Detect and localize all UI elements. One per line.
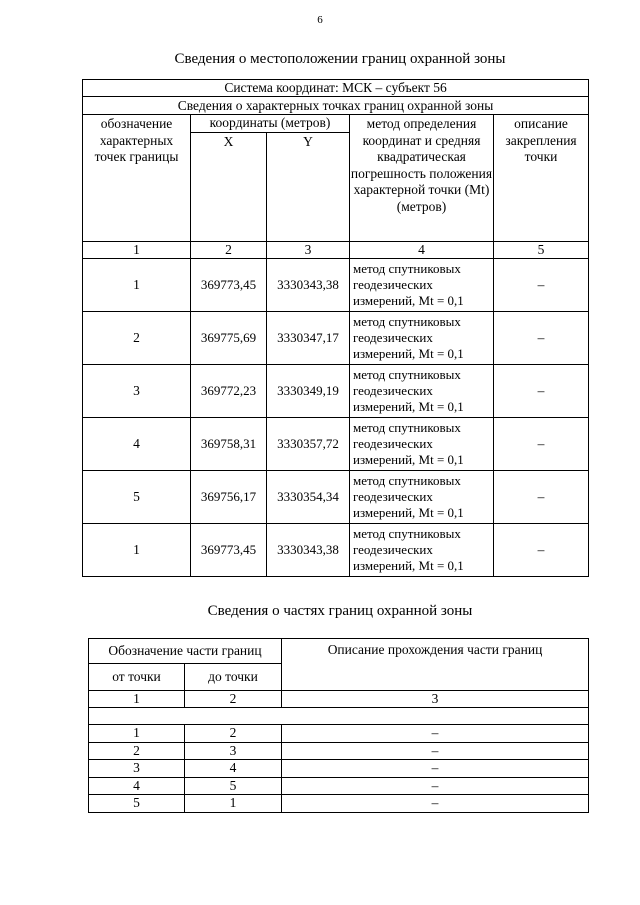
col-coords-header: координаты (метров): [191, 115, 350, 132]
table-row: [89, 725, 589, 742]
col-method-header: метод определения координат и средняя квадратическая погрешность положения характерной точки (Mt) (метров): [350, 115, 494, 241]
table-row: [83, 312, 589, 365]
x-cell: 369773,45: [191, 259, 267, 312]
to-cell: 1: [185, 795, 282, 812]
column-number: 1: [83, 241, 191, 258]
points-header-cell: Сведения о характерных точках границ охранной зоны: [83, 97, 589, 115]
desc-cell: –: [282, 760, 589, 777]
x-cell: 369758,31: [191, 418, 267, 471]
col-y-header: Y: [267, 132, 350, 241]
x-cell: 369772,23: [191, 365, 267, 418]
column-number: 3: [282, 691, 589, 708]
point-cell: 2: [83, 312, 191, 365]
coord-system-cell: Система координат: МСК – субъект 56: [83, 80, 589, 97]
col-description-header: Описание прохождения части границ: [282, 639, 589, 691]
point-cell: 3: [83, 365, 191, 418]
table-row: [83, 365, 589, 418]
table-row: [83, 259, 589, 312]
to-cell: 5: [185, 777, 282, 794]
table-row: [89, 742, 589, 759]
desc-cell: –: [494, 312, 589, 365]
method-cell: метод спутниковых геодезических измерений, Mt = 0,1: [350, 471, 494, 524]
table-row: [89, 777, 589, 794]
point-cell: 1: [83, 259, 191, 312]
column-number: 2: [185, 691, 282, 708]
x-cell: 369773,45: [191, 524, 267, 577]
column-number: 1: [89, 691, 185, 708]
y-cell: 3330343,38: [267, 524, 350, 577]
from-cell: 1: [89, 725, 185, 742]
y-cell: 3330354,34: [267, 471, 350, 524]
x-cell: 369775,69: [191, 312, 267, 365]
table-row: [83, 418, 589, 471]
y-cell: 3330349,19: [267, 365, 350, 418]
col-designation-header: обозначение характерных точек границы: [83, 115, 191, 241]
column-number: 4: [350, 241, 494, 258]
empty-separator-row: [89, 708, 589, 725]
point-cell: 1: [83, 524, 191, 577]
method-cell: метод спутниковых геодезических измерений, Mt = 0,1: [350, 259, 494, 312]
from-cell: 2: [89, 742, 185, 759]
col-description-header: описание закрепления точки: [494, 115, 589, 241]
desc-cell: –: [494, 418, 589, 471]
column-numbers-row: [83, 241, 589, 258]
desc-cell: –: [282, 725, 589, 742]
desc-cell: –: [282, 795, 589, 812]
table-row: [89, 795, 589, 812]
y-cell: 3330347,17: [267, 312, 350, 365]
column-number: 5: [494, 241, 589, 258]
from-cell: 4: [89, 777, 185, 794]
method-cell: метод спутниковых геодезических измерений, Mt = 0,1: [350, 418, 494, 471]
col-part-header: Обозначение части границ: [89, 639, 282, 664]
from-cell: 5: [89, 795, 185, 812]
page-number: 6: [317, 14, 323, 26]
desc-cell: –: [494, 365, 589, 418]
table-row: [83, 471, 589, 524]
desc-cell: –: [282, 742, 589, 759]
table-row: [83, 524, 589, 577]
column-number: 2: [191, 241, 267, 258]
to-cell: 2: [185, 725, 282, 742]
to-cell: 4: [185, 760, 282, 777]
method-cell: метод спутниковых геодезических измерений, Mt = 0,1: [350, 312, 494, 365]
empty-cell: [89, 708, 589, 725]
from-cell: 3: [89, 760, 185, 777]
desc-cell: –: [494, 471, 589, 524]
col-to-header: до точки: [185, 664, 282, 691]
column-numbers-row: [89, 691, 589, 708]
y-cell: 3330357,72: [267, 418, 350, 471]
section1-title: Сведения о местоположении границ охранной зоны: [174, 51, 506, 67]
col-x-header: X: [191, 132, 267, 241]
boundary-points-table: [82, 79, 589, 577]
table-row: [89, 760, 589, 777]
x-cell: 369756,17: [191, 471, 267, 524]
method-cell: метод спутниковых геодезических измерений, Mt = 0,1: [350, 365, 494, 418]
point-cell: 4: [83, 418, 191, 471]
col-from-header: от точки: [89, 664, 185, 691]
desc-cell: –: [494, 524, 589, 577]
point-cell: 5: [83, 471, 191, 524]
y-cell: 3330343,38: [267, 259, 350, 312]
method-cell: метод спутниковых геодезических измерений, Mt = 0,1: [350, 524, 494, 577]
section2-title: Сведения о частях границ охранной зоны: [207, 603, 473, 619]
to-cell: 3: [185, 742, 282, 759]
boundary-parts-table: [88, 638, 589, 813]
desc-cell: –: [494, 259, 589, 312]
column-number: 3: [267, 241, 350, 258]
desc-cell: –: [282, 777, 589, 794]
